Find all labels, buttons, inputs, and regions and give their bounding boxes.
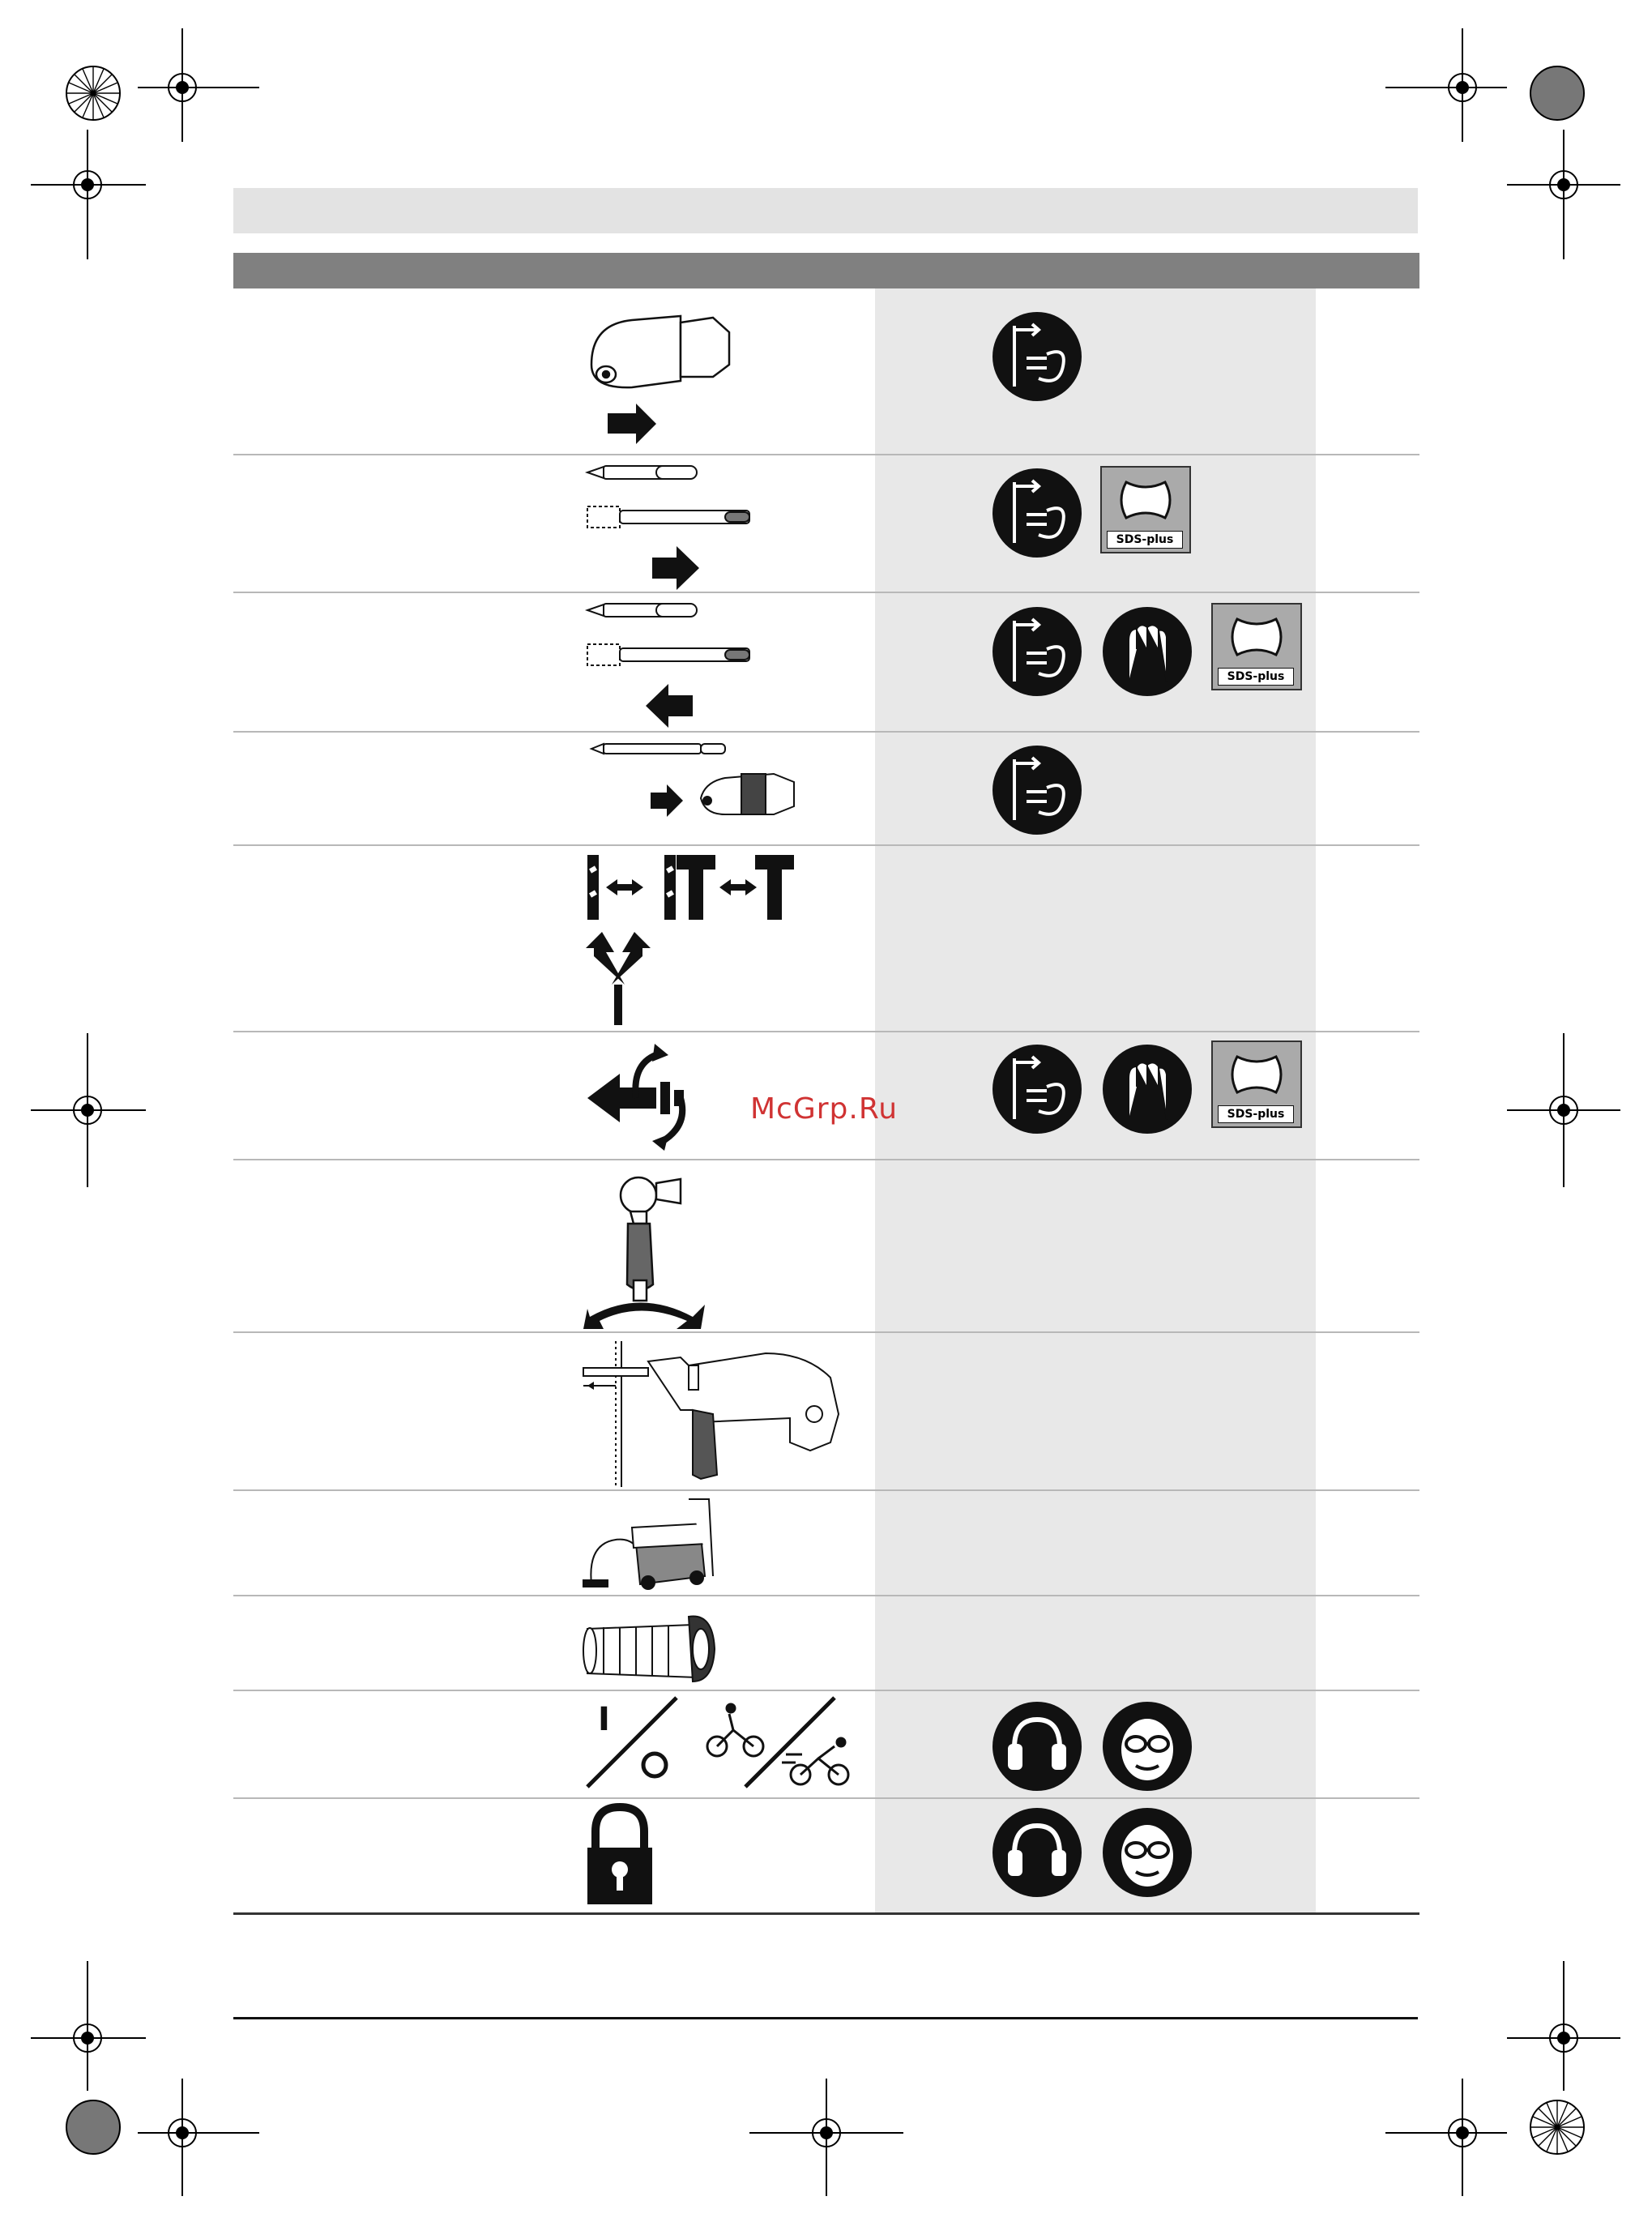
unplug-icon	[990, 743, 1084, 837]
insert-bit-chuck-illustration	[587, 737, 814, 843]
row-divider	[233, 844, 1419, 846]
unplug-icon	[990, 1042, 1084, 1136]
operating-mode-selector-icon	[583, 851, 826, 1029]
unplug-icon	[990, 310, 1084, 404]
chisel-position-icon	[583, 1037, 697, 1159]
sds-plus-badge	[1211, 1040, 1302, 1128]
remove-bit-illustration	[579, 600, 758, 729]
unplug-icon	[990, 605, 1084, 699]
dust-extractor-illustration	[583, 1495, 721, 1592]
row-divider	[233, 1331, 1419, 1333]
sds-plus-badge	[1211, 603, 1302, 690]
table-title-bar	[233, 253, 1419, 288]
row-divider	[233, 1031, 1419, 1032]
on-off-switch-illustration	[583, 1694, 875, 1795]
padlock-icon	[583, 1803, 656, 1908]
sds-plus-label: SDS-plus	[1107, 531, 1183, 549]
eye-protection-icon	[1100, 1805, 1194, 1899]
row-divider	[233, 1690, 1419, 1691]
auxiliary-handle-illustration	[583, 1167, 713, 1329]
sds-plus-label: SDS-plus	[1218, 668, 1294, 686]
row-divider	[233, 731, 1419, 733]
tool-holder-removal-illustration	[583, 300, 745, 454]
row-divider	[233, 1797, 1419, 1799]
eye-protection-icon	[1100, 1699, 1194, 1793]
sds-plus-icon	[1213, 1042, 1300, 1107]
insert-bit-illustration	[579, 462, 758, 592]
sds-plus-icon	[1102, 468, 1189, 532]
ear-protection-icon	[990, 1699, 1084, 1793]
footer-rule	[233, 2017, 1418, 2019]
page-header-bar	[233, 188, 1418, 233]
sds-plus-icon	[1213, 605, 1300, 669]
row-divider	[233, 592, 1419, 593]
switch-on-symbol: I	[598, 1701, 610, 1738]
row-divider	[233, 454, 1419, 455]
watermark-text: McGrp.Ru	[750, 1092, 899, 1126]
sds-plus-badge	[1100, 466, 1191, 553]
row-divider	[233, 1595, 1419, 1596]
gloves-icon	[1100, 605, 1194, 699]
row-divider	[233, 1159, 1419, 1160]
gloves-icon	[1100, 1042, 1194, 1136]
ear-protection-icon	[990, 1805, 1084, 1899]
depth-stop-illustration	[579, 1337, 855, 1491]
row-divider	[233, 1912, 1419, 1915]
dust-extraction-attachment-illustration	[583, 1600, 721, 1690]
unplug-icon	[990, 466, 1084, 560]
sds-plus-label: SDS-plus	[1218, 1105, 1294, 1123]
